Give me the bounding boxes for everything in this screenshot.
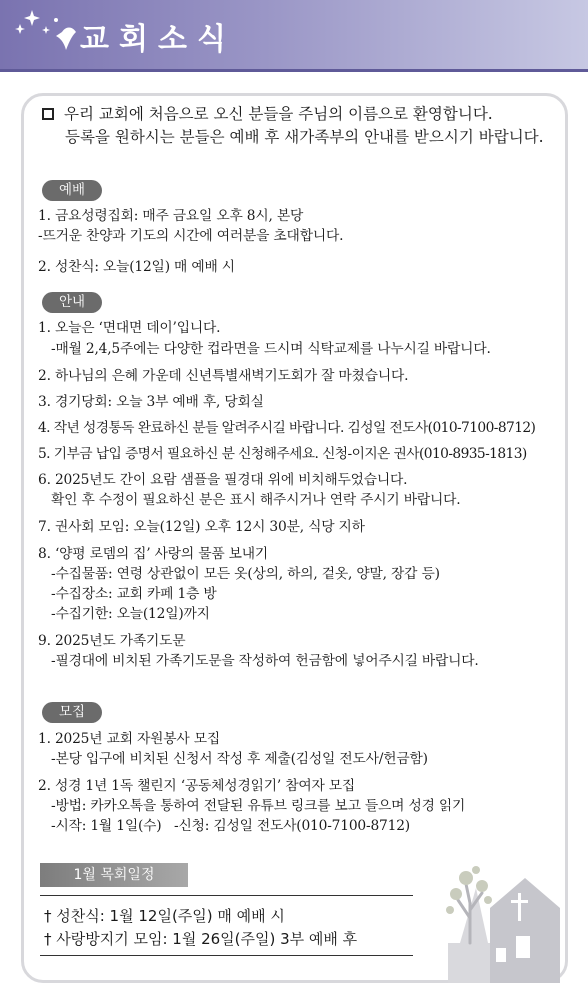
header-banner xyxy=(0,0,588,72)
list-item: -본당 입구에 비치된 신청서 작성 후 제출(김성일 전도사/헌금함) xyxy=(51,751,428,767)
sparkle-icon xyxy=(12,6,82,56)
list-item: -방법: 카카오톡을 통하여 전달된 유튜브 링크를 보고 들으며 성경 읽기 xyxy=(51,798,466,814)
welcome-line-2: 등록을 원하시는 분들은 예배 후 새가족부의 안내를 받으시기 바랍니다. xyxy=(65,128,544,146)
schedule-item: † 성찬식: 1월 12일(주일) 매 예배 시 xyxy=(44,907,285,925)
list-item: -수집장소: 교회 카페 1층 방 xyxy=(51,586,217,602)
list-item: -매월 2,4,5주에는 다양한 컵라면을 드시며 식탁교제를 나누시길 바랍니다. xyxy=(51,341,491,357)
church-tree-icon xyxy=(430,848,578,983)
list-item: 2. 성경 1년 1독 챌린지 ‘공동체성경읽기’ 참여자 모집 xyxy=(38,778,356,794)
list-item: 7. 권사회 모임: 오늘(12일) 오후 12시 30분, 식당 지하 xyxy=(38,519,365,535)
section-label-worship: 예배 xyxy=(42,180,102,201)
list-item: 8. ‘양평 로뎀의 집’ 사랑의 물품 보내기 xyxy=(38,546,269,562)
list-item: 확인 후 수정이 필요하신 분은 표시 해주시거나 연락 주시기 바랍니다. xyxy=(51,492,461,508)
list-item: 9. 2025년도 가족기도문 xyxy=(38,633,186,649)
list-item: -필경대에 비치된 가족기도문을 작성하여 헌금함에 넣어주시길 바랍니다. xyxy=(51,653,479,669)
checkbox-icon xyxy=(42,108,54,120)
list-item: 4. 작년 성경통독 완료하신 분들 알려주시길 바랍니다. 김성일 전도사(010-7100-8712) xyxy=(38,420,536,436)
list-item: 2. 하나님의 은혜 가운데 신년특별새벽기도회가 잘 마쳤습니다. xyxy=(38,368,409,384)
section-label-notice: 안내 xyxy=(42,292,102,313)
schedule-label: 1월 목회일정 xyxy=(40,863,188,887)
list-item: -수집기한: 오늘(12일)까지 xyxy=(51,606,210,622)
list-item: 1. 오늘은 ‘면대면 데이’입니다. xyxy=(38,320,221,336)
schedule-item: † 사랑방지기 모임: 1월 26일(주일) 3부 예배 후 xyxy=(44,930,358,948)
welcome-line-1: 우리 교회에 처음으로 오신 분들을 주님의 이름으로 환영합니다. xyxy=(64,105,493,123)
welcome-message xyxy=(42,103,562,149)
list-item: 3. 경기당회: 오늘 3부 예배 후, 당회실 xyxy=(38,394,264,410)
section-label-recruit: 모집 xyxy=(42,702,102,723)
list-item: -수집물품: 연령 상관없이 모든 옷(상의, 하의, 겉옷, 양말, 장갑 등) xyxy=(51,566,440,582)
list-item: 1. 금요성령집회: 매주 금요일 오후 8시, 본당 xyxy=(38,208,304,224)
list-item: 6. 2025년도 간이 요람 샘플을 필경대 위에 비치해두었습니다. xyxy=(38,472,408,488)
list-item: -뜨거운 찬양과 기도의 시간에 여러분을 초대합니다. xyxy=(38,228,344,244)
page-title: 교회소식 xyxy=(80,22,236,57)
list-item: 1. 2025년 교회 자원봉사 모집 xyxy=(38,731,220,747)
list-item: 5. 기부금 납입 증명서 필요하신 분 신청해주세요. 신청-이지온 권사(010-8935-1813) xyxy=(38,446,527,462)
list-item: 2. 성찬식: 오늘(12일) 매 예배 시 xyxy=(38,259,235,275)
divider xyxy=(40,955,413,956)
list-item: -시작: 1월 1일(수) -신청: 김성일 전도사(010-7100-8712) xyxy=(51,818,410,834)
divider xyxy=(40,895,413,896)
